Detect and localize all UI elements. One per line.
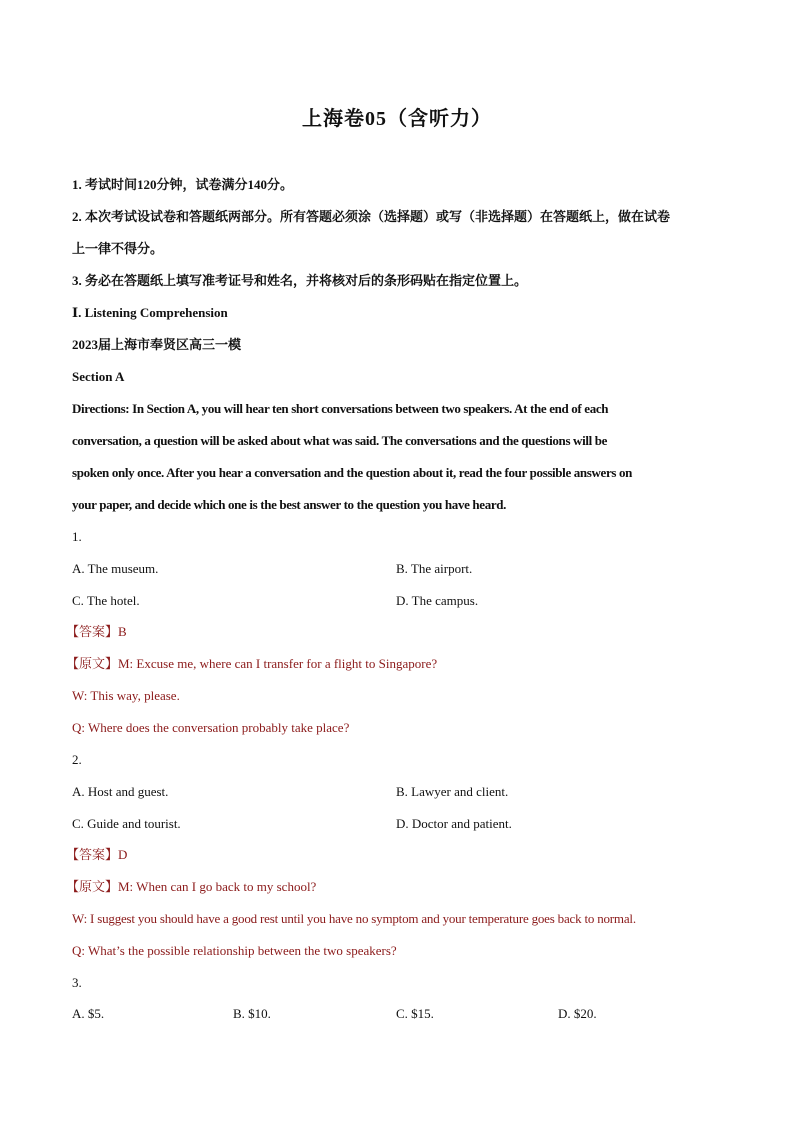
- question-2-transcript-2: W: I suggest you should have a good rest until you have no symptom and your temperature goes back to normal.: [72, 911, 636, 926]
- question-1-number: 1.: [72, 529, 82, 544]
- question-3-number: 3.: [72, 975, 82, 990]
- question-2-number: 2.: [72, 752, 82, 767]
- question-3-option-c: C. $15.: [396, 1006, 434, 1021]
- note-2-continued: 上一律不得分。: [72, 241, 164, 256]
- question-1-option-a: A. The museum.: [72, 561, 159, 576]
- question-1-transcript-2: W: This way, please.: [72, 688, 180, 703]
- question-1-option-b: B. The airport.: [396, 561, 473, 576]
- exam-title: 上海卷05（含听力）: [302, 108, 492, 130]
- directions-line-1: Directions: In Section A, you will hear ten short conversations between two speakers. At the end of each: [72, 401, 609, 416]
- directions-line-3: spoken only once. After you hear a conversation and the question about it, read the four possible answers on: [72, 465, 633, 480]
- question-2-answer: 【答案】D: [66, 847, 128, 862]
- source-label: 2023届上海市奉贤区高三一模: [72, 337, 242, 352]
- note-1: 1. 考试时间120分钟，试卷满分140分。: [72, 177, 294, 192]
- note-3: 3. 务必在答题纸上填写准考证号和姓名，并将核对后的条形码贴在指定位置上。: [72, 273, 528, 288]
- question-1-transcript-1: 【原文】M: Excuse me, where can I transfer for a flight to Singapore?: [66, 656, 438, 671]
- question-2-option-d: D. Doctor and patient.: [396, 816, 512, 831]
- question-2-transcript-1: 【原文】M: When can I go back to my school?: [66, 879, 317, 894]
- part-title: Ⅰ. Listening Comprehension: [72, 305, 228, 320]
- question-3-option-b: B. $10.: [233, 1006, 271, 1021]
- question-1-transcript-3: Q: Where does the conversation probably take place?: [72, 720, 350, 735]
- question-1-option-d: D. The campus.: [396, 593, 479, 608]
- question-3-option-a: A. $5.: [72, 1006, 105, 1021]
- question-2-option-b: B. Lawyer and client.: [396, 784, 509, 799]
- question-2-transcript-3: Q: What’s the possible relationship between the two speakers?: [72, 943, 397, 958]
- question-1-answer: 【答案】B: [66, 624, 127, 639]
- question-2-option-c: C. Guide and tourist.: [72, 816, 181, 831]
- directions-line-2: conversation, a question will be asked about what was said. The conversations and the questions will be: [72, 433, 608, 448]
- section-title: Section A: [72, 369, 125, 384]
- question-2-option-a: A. Host and guest.: [72, 784, 169, 799]
- question-3-option-d: D. $20.: [558, 1006, 597, 1021]
- question-1-option-c: C. The hotel.: [72, 593, 140, 608]
- note-2: 2. 本次考试设试卷和答题纸两部分。所有答题必须涂（选择题）或写（非选择题）在答题纸上，做在试卷: [72, 209, 671, 224]
- directions-line-4: your paper, and decide which one is the best answer to the question you have heard.: [72, 497, 507, 512]
